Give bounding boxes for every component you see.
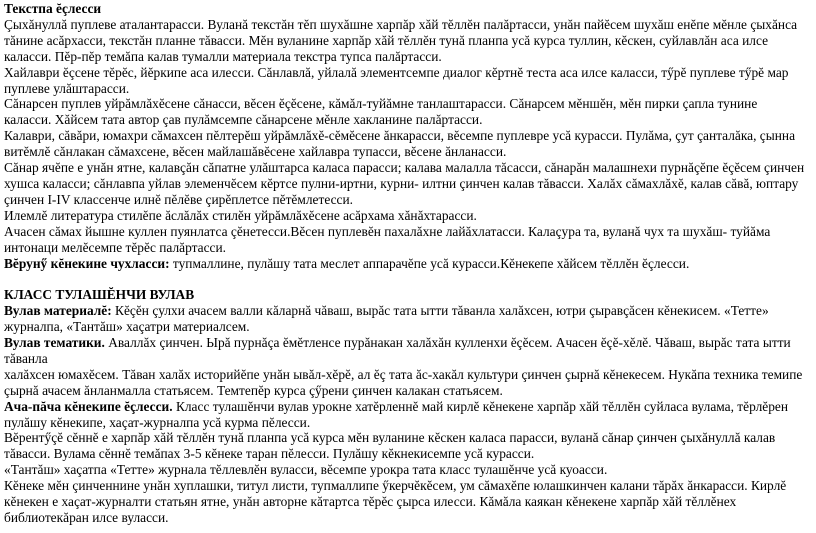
skills-paragraph: [4, 399, 806, 431]
paragraph: Ачасен сăмах йышне куллен пуянлатса çĕнетесси.Вĕсен пуплевĕн пахалăхне лайăхлатасси. Калаçура та, вуланă чух та шухăш- туйăма интонаци мелĕсемпе тĕрĕс палăртасси.: [4, 223, 771, 255]
paragraph: Çыхăнуллă пуплеве аталантарасси. Вуланă текстăн тĕп шухăшне харпăр хăй тĕллĕн палăртасси, унăн пайĕсем шухăш енĕпе мĕнле çыхăнса тăнине асăрхасси, текстăн планне тăвасси. Мĕн вуланине харпăр хăй тĕллĕн тунă планпа усă курса туллин, кĕскен, суйлавлăн аса илсе каласси. Пĕр-пĕр темăпа калав тумалли материала текстра тупса палăртасси.: [4, 16, 798, 64]
skill-paragraph: [4, 256, 806, 272]
paragraph: Кĕнеке мĕн çинченнине унăн хуплашки, титул листи, тупмаллипе ӳкерчĕкĕсем, ум сăмахĕпе юлашкинчен калани тăрăх ăнкарасси. Кирлĕ кĕнекен е хаçат-журналти статьян ятне, унăн авторне кăтартса тĕрĕс çырса илесси. Кăмăла каякан кĕнекене харпăр хăй тĕллĕнех библиотекăран илсе вуласси.: [4, 478, 787, 525]
paragraph: Калаври, сăвăри, юмахри сăмахсен пĕлтерĕш уйрăмлăхĕ-сĕмĕсене ăнкарасси, вĕсемпе пуплевре усă курасси. Пулăма, çут çанталăка, çынна витĕмлĕ сăнлакан сăмахсене, вĕсен майлашăвĕсене хайлавра тупасси, вĕсене ăнланасси.: [4, 128, 796, 160]
section1-heading: Текстпа ĕçлесси: [4, 1, 102, 16]
paragraph: Хайлаври ĕçсене тĕрĕс, йĕркипе аса илесси. Сăнлавлă, уйлалă элементсемпе диалог кĕртнĕ теста аса илсе каласси, тӳрĕ пуплеве тӳрĕ мар пуплеве улăштарасси.: [4, 64, 789, 96]
paragraph: Сăнарсен пуплев уйрăмлăхĕсене сăнасси, вĕсен ĕçĕсене, кăмăл-туйăмне танлаштарасси. Сăнарсем мĕншĕн, мĕн пирки çапла тунине каласси. Хăйсем тата автор çав пулăмсемпе сăнарсене мĕнле хакланине палăртасси.: [4, 96, 758, 128]
section2-heading: КЛАСС ТУЛАШĔНЧИ ВУЛАВ: [4, 287, 195, 303]
paragraph: «Тантăш» хаçатпа «Тетте» журнала тĕллевлĕн вуласси, вĕсемпе урокра тата класс тулашĕнче усă куоасси.: [4, 462, 608, 478]
skills-label: Ача-пăча кĕнекипе ĕçлесси.: [4, 398, 173, 414]
section-gap: [4, 271, 806, 287]
paragraph: Вĕрентӳçĕ сĕннĕ е харпăр хăй тĕллĕн тунă планпа усă курса мĕн вуланине кĕскен каласа парасси, вуланă сăнар çинчен çыхăнуллă калав тăвасси. Вулама сĕннĕ темăпах 3-5 кĕнеке таран пĕлесси. Пулăшу кĕкнекисемпе усă курасси.: [4, 430, 776, 462]
topics-label: Вулав тематики.: [4, 335, 105, 351]
skill-text: тупмаллине, пулăшу тата меслет аппарачĕпе усă курасси.Кĕнекепе хăйсем тĕллĕн ĕçлесси.: [169, 255, 690, 271]
topics-paragraph: [4, 335, 806, 367]
skill-label: Вĕрунӳ кĕнекине чухласси:: [4, 255, 170, 271]
material-text: Кĕçĕн çулхи ачасем валли кăларнă чăваш, вырăс тата ытти тăванла халăхсен, ютри çыравçăсен кĕнекисем. «Тетте» журналпа, «Тантăш» хаçатри материалсем.: [4, 303, 769, 335]
paragraph: Сăнар ячĕпе е унăн ятне, калавçăн сăпатне улăштарса каласа парасси; калава малалла тăсасси, сăнарăн малашнехи пурнăçĕпе ĕçĕсем çинчен хушса каласси; сăнлавпа уйлав элеменчĕсем кĕртсе пулни-иртни, курни- илтни çинчен калав тăвасси. Халăх сăмахлăхĕ, калав сăвă, юптару çинчен I-IV классенче илнĕ пĕлĕве çирĕплетсе пĕтĕмлетесси.: [4, 160, 805, 207]
topics-continuation: халăхсен юмахĕсем. Тăван халăх историйĕпе унăн ывăл-хĕрĕ, ал ĕç тата ăс-хакăл культури çинчен çырнă кĕнекесем. Нукăпа техника темипе çырнă ачасем ăнланмалла статьясем. Темтепĕр курса çӳрени çинчен калакан статьясем.: [4, 366, 803, 398]
skills-text: Класс тулашĕнчи вулав урокне хатĕрленнĕ май кирлĕ кĕнекене харпăр хăй тĕллĕн суйласа вулама, тĕрлĕрен пулăшу кĕнекипе, хаçат-журналпа усă курма пĕлесси.: [4, 398, 789, 430]
material-paragraph: [4, 303, 806, 335]
material-label: Вулав материалĕ:: [4, 303, 112, 319]
topics-text: Аваллăх çинчен. Ырă пурнăçа ĕмĕтленсе пурăнакан халăхăн кулленхи ĕçĕсем. Ачасен ĕçĕ-хĕлĕ. Чăваш, вырăс тата ытти тăванла: [4, 335, 791, 366]
paragraph: Илемлĕ литература стилĕпе ăслăлăх стилĕн уйрăмлăхĕсене асăрхама хăнăхтарасси.: [4, 207, 477, 223]
